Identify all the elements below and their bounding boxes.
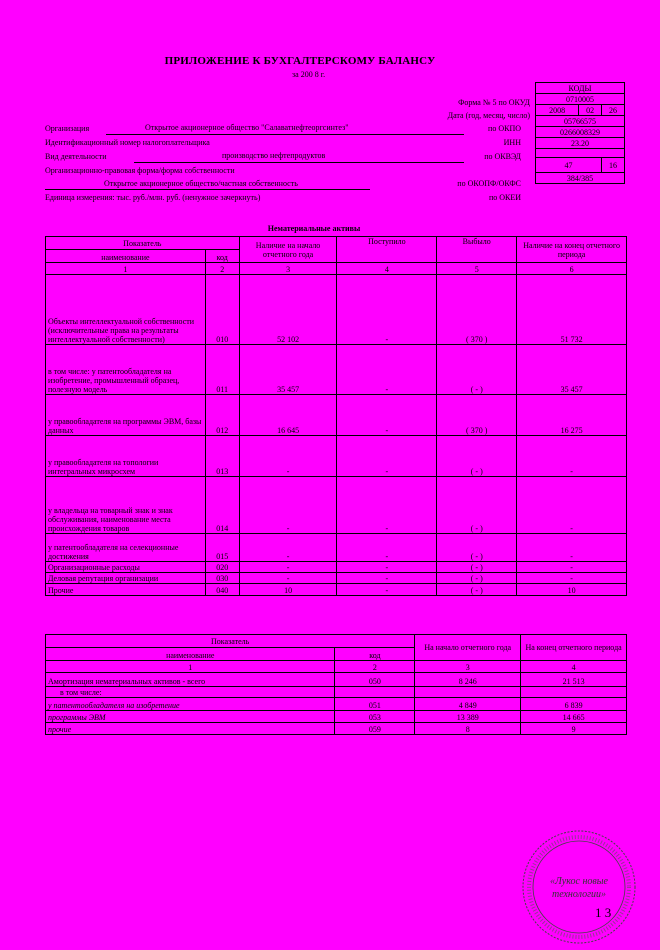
date-day: 26 (602, 105, 625, 116)
date-month: 02 (579, 105, 602, 116)
row-end: 6 839 (521, 698, 627, 711)
row-code: 015 (205, 534, 239, 562)
report-period: за 200 8 г. (292, 70, 326, 79)
row-code: 010 (205, 275, 239, 345)
row-name: в том числе: (46, 687, 335, 698)
document-title: ПРИЛОЖЕНИЕ К БУХГАЛТЕРСКОМУ БАЛАНСУ (164, 55, 436, 67)
ownership-label: Организационно-правовая форма/форма собственности (45, 166, 235, 175)
row-name: у владельца на товарный знак и знак обслуживания, наименование места происхождения товаров (46, 477, 206, 534)
row-name: программы ЭВМ (46, 711, 335, 723)
inn-suffix: ИНН (503, 138, 521, 147)
row-name: Прочие (46, 584, 206, 596)
row-received: - (337, 477, 437, 534)
row-begin: 13 389 (415, 711, 521, 723)
row-end: 16 275 (517, 395, 627, 436)
row-end (521, 687, 627, 698)
row-end: 21 513 (521, 673, 627, 687)
t1-colnum: 4 (337, 263, 437, 275)
table-row (46, 345, 627, 395)
t2-header-indicator: Показатель (46, 635, 415, 648)
t1-header-end: Наличие на конец отчетного периода (517, 237, 627, 263)
row-code: 014 (205, 477, 239, 534)
row-end: 14 665 (521, 711, 627, 723)
t2-colnum: 2 (335, 661, 415, 673)
inn-label: Идентификационный номер налогоплательщика (45, 138, 210, 147)
row-end: - (517, 534, 627, 562)
t1-colnum: 1 (46, 263, 206, 275)
okud-code: 0710005 (536, 94, 625, 105)
row-retired: ( 370 ) (437, 275, 517, 345)
row-end: - (517, 436, 627, 477)
row-code: 051 (335, 698, 415, 711)
unit-label: Единица измерения: тыс. руб./млн. руб. (ненужное зачеркнуть) (45, 193, 261, 202)
okved-label: по ОКВЭД (484, 152, 521, 161)
row-end: 35 457 (517, 345, 627, 395)
row-begin: 16 645 (239, 395, 337, 436)
row-retired-value: 370 (470, 426, 483, 435)
t1-colnum: 3 (239, 263, 337, 275)
row-name: у патентообладателя на изобретение (46, 698, 335, 711)
row-name: Организационные расходы (46, 562, 206, 573)
table-row (46, 723, 627, 735)
row-begin: 8 (415, 723, 521, 735)
table-row (46, 584, 627, 596)
t2-colnum: 1 (46, 661, 335, 673)
row-retired: ( - ) (437, 573, 517, 584)
row-retired: ( - ) (437, 436, 517, 477)
table1-caption: Нематериальные активы (267, 224, 361, 233)
t2-header-name: наименование (46, 648, 335, 661)
row-begin (415, 687, 521, 698)
row-begin: - (239, 436, 337, 477)
row-code (335, 687, 415, 698)
row-code: 050 (335, 673, 415, 687)
row-code: 011 (205, 345, 239, 395)
company-seal-stamp (520, 828, 638, 946)
row-end: - (517, 573, 627, 584)
row-received: - (337, 345, 437, 395)
okfs-code: 16 (602, 158, 625, 173)
amortization-table (45, 634, 627, 735)
row-name: прочие (46, 723, 335, 735)
intangible-assets-table (45, 236, 627, 596)
row-name: у правообладателя на программы ЭВМ, базы данных (46, 395, 206, 436)
codes-spacer (536, 149, 625, 158)
activity-label: Вид деятельности (45, 152, 107, 161)
okei-code: 384/385 (536, 173, 625, 184)
t1-header-begin: Наличие на начало отчетного года (239, 237, 337, 263)
org-label: Организация (45, 124, 90, 133)
row-name: у правообладателя на топологии интегральных микросхем (46, 436, 206, 477)
row-code: 059 (335, 723, 415, 735)
row-name: Амортизация нематериальных активов - всего (46, 673, 335, 687)
t2-header-code: код (335, 648, 415, 661)
row-end: 10 (517, 584, 627, 596)
t1-header-code: код (205, 250, 239, 263)
row-begin: - (239, 534, 337, 562)
row-received: - (337, 395, 437, 436)
table-row (46, 275, 627, 345)
row-retired: ( - ) (437, 534, 517, 562)
row-name: Объекты интеллектуальной собственности (исключительные права на результаты интеллектуальной собственности) (46, 275, 206, 345)
row-end: 9 (521, 723, 627, 735)
table-row (46, 562, 627, 573)
row-retired-value: - (475, 586, 479, 595)
ownership-value: Открытое акционерное общество/частная собственность (104, 179, 298, 188)
t1-colnum: 2 (205, 263, 239, 275)
page-number: 1 3 (595, 905, 612, 920)
row-retired: ( 370 ) (437, 395, 517, 436)
row-begin: - (239, 477, 337, 534)
row-code: 030 (205, 573, 239, 584)
row-received: - (337, 275, 437, 345)
row-begin: - (239, 562, 337, 573)
t2-colnum: 4 (521, 661, 627, 673)
row-end: - (517, 562, 627, 573)
t1-colnum: 6 (517, 263, 627, 275)
okpo-code: 05766575 (536, 116, 625, 127)
t1-header-indicator: Показатель (46, 237, 240, 250)
t2-header-begin: На начало отчетного года (415, 635, 521, 661)
date-label: Дата (год, месяц, число) (447, 111, 530, 120)
form-label: Форма № 5 по ОКУД (458, 98, 530, 107)
activity-value: производство нефтепродуктов (222, 151, 326, 160)
row-begin: - (239, 573, 337, 584)
row-code: 013 (205, 436, 239, 477)
row-retired-value: - (475, 552, 479, 561)
table-row (46, 711, 627, 723)
svg-text:«Лукос новые: «Лукос новые (550, 876, 608, 887)
okei-label: по ОКЕИ (488, 193, 521, 202)
org-value: Открытое акционерное общество "Салаватнефтеоргсинтез" (145, 123, 349, 132)
t1-header-name: наименование (46, 250, 206, 263)
row-retired-value: - (475, 524, 479, 533)
t2-header-end: На конец отчетного периода (521, 635, 627, 661)
row-received: - (337, 562, 437, 573)
t1-header-received: Поступило (337, 237, 437, 263)
okopf-label: по ОКОПФ/ОКФС (457, 179, 521, 188)
table-row (46, 698, 627, 711)
row-code: 040 (205, 584, 239, 596)
row-retired: ( - ) (437, 584, 517, 596)
row-retired-value: - (475, 467, 479, 476)
t1-colnum: 5 (437, 263, 517, 275)
table-row (46, 436, 627, 477)
row-name: Деловая репутация организации (46, 573, 206, 584)
okved-code: 23.20 (536, 138, 625, 149)
row-name: у патентообладателя на селекционные достижения (46, 534, 206, 562)
codes-box (535, 82, 625, 184)
okpo-label: по ОКПО (488, 124, 521, 133)
row-begin: 52 102 (239, 275, 337, 345)
t1-header-retired: Выбыло (437, 237, 517, 263)
table-row (46, 534, 627, 562)
row-name: в том числе: у патентообладателя на изобретение, промышленный образец, полезную модель (46, 345, 206, 395)
date-year: 2008 (536, 105, 579, 116)
svg-text:технологии»: технологии» (551, 889, 607, 900)
row-end: - (517, 477, 627, 534)
row-begin: 4 849 (415, 698, 521, 711)
row-end: 51 732 (517, 275, 627, 345)
table-row (46, 573, 627, 584)
table-row (46, 673, 627, 687)
row-received: - (337, 436, 437, 477)
row-retired: ( - ) (437, 562, 517, 573)
row-received: - (337, 534, 437, 562)
row-retired: ( - ) (437, 477, 517, 534)
row-retired-value: - (475, 385, 479, 394)
table-row (46, 477, 627, 534)
row-retired-value: - (475, 563, 479, 572)
row-begin: 8 246 (415, 673, 521, 687)
row-retired-value: 370 (470, 335, 483, 344)
row-retired-value: - (475, 574, 479, 583)
row-begin: 35 457 (239, 345, 337, 395)
row-code: 020 (205, 562, 239, 573)
row-received: - (337, 573, 437, 584)
row-code: 053 (335, 711, 415, 723)
table-row (46, 687, 627, 698)
t2-colnum: 3 (415, 661, 521, 673)
codes-header: КОДЫ (536, 83, 625, 94)
row-received: - (337, 584, 437, 596)
row-begin: 10 (239, 584, 337, 596)
table-row (46, 395, 627, 436)
okopf-code: 47 (536, 158, 602, 173)
row-retired: ( - ) (437, 345, 517, 395)
row-code: 012 (205, 395, 239, 436)
inn-code: 0266008329 (536, 127, 625, 138)
